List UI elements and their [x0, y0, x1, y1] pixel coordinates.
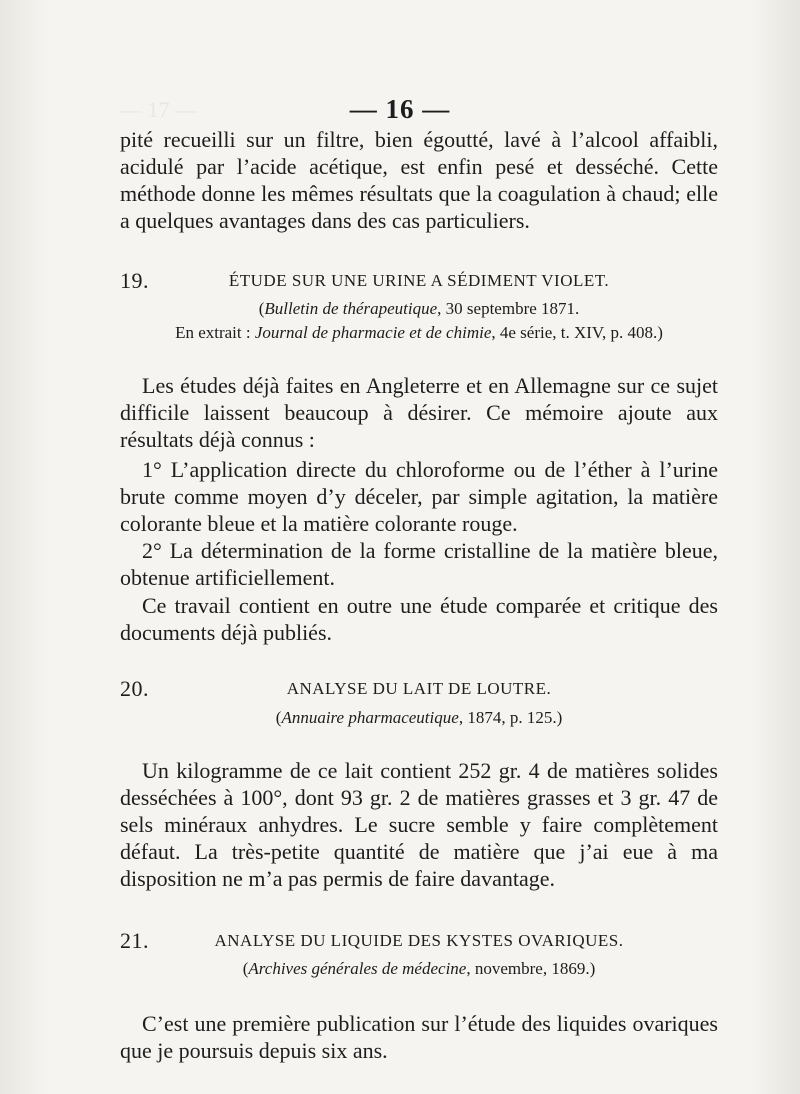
section-reference-19a: (Bulletin de thérapeutique, 30 septembre 1871. [258, 299, 580, 318]
section-title: ANALYSE DU LIQUIDE DES KYSTES OVARIQUES. [214, 931, 624, 950]
paragraph-19-intro: Les études déjà faites en Angleterre et en Allemagne sur ce sujet difficile laissent beaucoup à désirer. Ce mémoire ajoute aux résultats déjà connus : [120, 373, 718, 452]
section-heading-20 [120, 676, 718, 704]
bleed-through-texture: — 17 — [120, 97, 197, 122]
section-heading-21 [120, 928, 718, 956]
paragraph-19-close: Ce travail contient en outre une étude comparée et critique des documents déjà publiés. [120, 593, 718, 645]
paragraph-19-item-2: 2° La détermination de la forme cristalline de la matière bleue, obtenue artificiellement. [120, 538, 718, 590]
section-reference-20: (Annuaire pharmaceutique, 1874, p. 125.) [275, 708, 563, 727]
section-number: 21. [120, 928, 149, 953]
journal-title: Archives générales de médecine [248, 959, 467, 978]
journal-title: Bulletin de thérapeutique [264, 299, 438, 318]
page-number: — 16 — [349, 94, 451, 124]
section-reference-21: (Archives générales de médecine, novembre, 1869.) [242, 959, 596, 978]
section-title: ANALYSE DU LAIT DE LOUTRE. [286, 679, 552, 698]
paragraph-21: C’est une première publication sur l’étude des liquides ovariques que je poursuis depuis six ans. [120, 1011, 718, 1063]
journal-title: Annuaire pharmaceutique [281, 708, 459, 727]
section-reference-19b: En extrait : Journal de pharmacie et de chimie, 4e série, t. XIV, p. 408.) [175, 323, 663, 342]
paragraph-20: Un kilogramme de ce lait contient 252 gr. 4 de matières solides desséchées à 100°, dont 93 gr. 2 de matières grasses et 3 gr. 47 de sels minéraux anhydres. Le sucre semble y faire complètement défaut. La très-petite quantité de matière que j’ai eue à ma disposition ne m’a pas permis de faire davantage. [120, 758, 718, 891]
paragraph-19-item-1: 1° L’application directe du chloroforme ou de l’éther à l’urine brute comme moyen d’y déceler, par simple agitation, la matière colorante bleue et la matière colorante rouge. [120, 457, 718, 536]
section-heading-19 [120, 268, 718, 296]
section-number: 19. [120, 268, 149, 293]
section-title: ÉTUDE SUR UNE URINE A SÉDIMENT VIOLET. [228, 271, 610, 290]
paragraph-continuation: pité recueilli sur un filtre, bien égoutté, lavé à l’alcool affaibli, acidulé par l’acide acétique, est enfin pesé et desséché. Cette méthode donne les mêmes résultats que la coagulation à chaud; elle a quelques avantages dans des cas particuliers. [120, 127, 718, 233]
section-number: 20. [120, 676, 149, 701]
journal-title: Journal de pharmacie et de chimie [254, 323, 492, 342]
